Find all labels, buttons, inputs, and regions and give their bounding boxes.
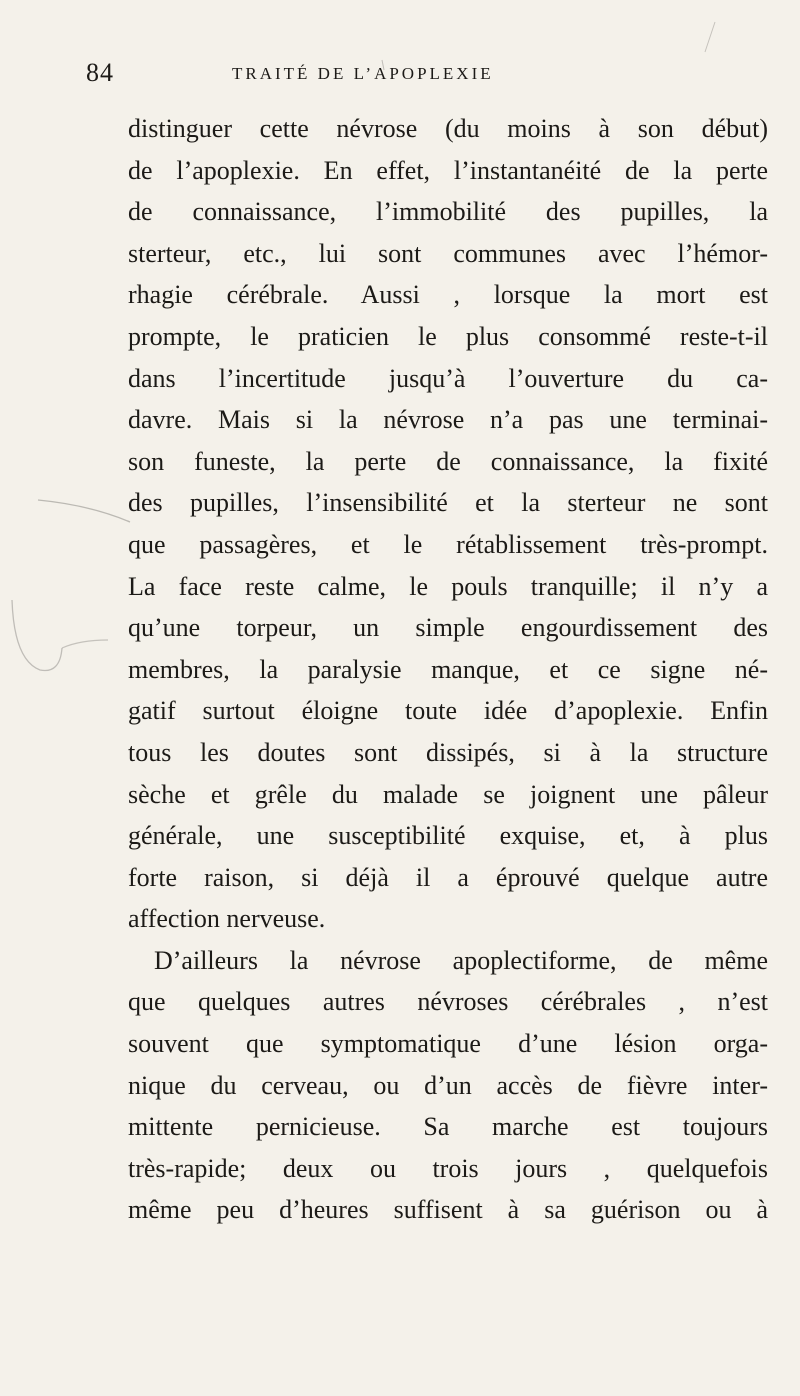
pencil-stroke: [705, 22, 715, 52]
text-line: gatif surtout éloigne toute idée d’apoplexie. Enfin: [128, 696, 768, 726]
text-line: des pupilles, l’insensibilité et la sterteur ne sont: [128, 488, 768, 518]
text-line: rhagie cérébrale. Aussi , lorsque la mort est: [128, 280, 768, 310]
text-line: sèche et grêle du malade se joignent une pâleur: [128, 779, 768, 809]
paragraph-1: [128, 108, 768, 940]
text-line: affection nerveuse.: [128, 904, 326, 934]
page-header: [86, 58, 726, 98]
pencil-stroke: [12, 600, 62, 671]
text-line: nique du cerveau, ou d’un accès de fièvre inter-: [128, 1070, 768, 1100]
text-line: distinguer cette névrose (du moins à son début): [128, 114, 768, 143]
pencil-stroke: [62, 640, 108, 648]
text-line: membres, la paralysie manque, et ce signe né-: [128, 654, 768, 684]
text-line: générale, une susceptibilité exquise, et, à plus: [128, 821, 768, 851]
text-line: mittente pernicieuse. Sa marche est toujours: [128, 1112, 768, 1142]
text-line: D’ailleurs la névrose apoplectiforme, de même: [154, 945, 768, 975]
body-text: [128, 108, 768, 1231]
text-line: dans l’incertitude jusqu’à l’ouverture du ca-: [128, 363, 768, 393]
text-line: qu’une torpeur, un simple engourdissement des: [128, 613, 768, 643]
text-line: prompte, le praticien le plus consommé reste-t-il: [128, 321, 768, 351]
text-line: souvent que symptomatique d’une lésion orga-: [128, 1029, 768, 1059]
text-line: de connaissance, l’immobilité des pupilles, la: [128, 197, 768, 227]
text-line: que passagères, et le rétablissement très-prompt.: [128, 529, 768, 559]
text-line: même peu d’heures suffisent à sa guérison ou à: [128, 1195, 768, 1225]
text-line: tous les doutes sont dissipés, si à la structure: [128, 737, 768, 767]
text-line: forte raison, si déjà il a éprouvé quelque autre: [128, 862, 768, 892]
paragraph-2: [128, 940, 768, 1231]
running-title: TRAITÉ DE L’APOPLEXIE: [232, 64, 494, 83]
pencil-stroke: [38, 500, 130, 522]
page-number: 84: [86, 58, 114, 87]
text-line: son funeste, la perte de connaissance, la fixité: [128, 446, 768, 476]
text-line: sterteur, etc., lui sont communes avec l’hémor-: [128, 238, 768, 268]
text-line: davre. Mais si la névrose n’a pas une terminai-: [128, 405, 768, 435]
text-line: que quelques autres névroses cérébrales , n’est: [128, 987, 768, 1017]
text-line: La face reste calme, le pouls tranquille; il n’y a: [128, 571, 768, 601]
text-line: très-rapide; deux ou trois jours , quelquefois: [128, 1153, 768, 1183]
text-line: de l’apoplexie. En effet, l’instantanéité de la perte: [128, 155, 768, 185]
